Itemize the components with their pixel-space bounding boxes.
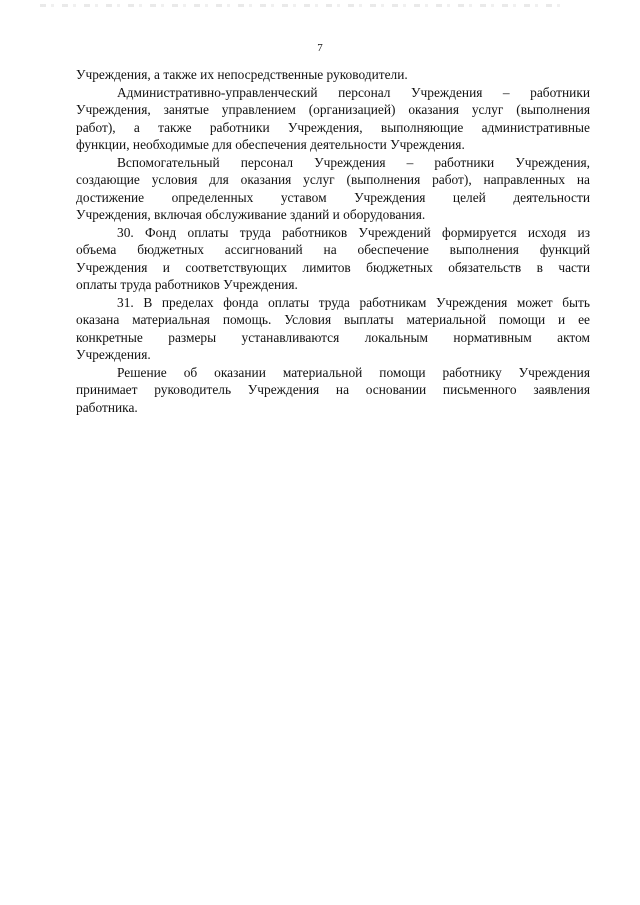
document-body <box>76 66 590 416</box>
page-number: 7 <box>317 42 323 54</box>
text-line: оплаты труда работников Учреждения. <box>76 277 298 292</box>
text-line: работ), а также работники Учреждения, выполняющие административные <box>76 119 590 135</box>
paragraph-continuation <box>76 66 590 84</box>
text-line: Учреждения, включая обслуживание зданий и оборудования. <box>76 207 426 222</box>
text-line: Учреждения, а также их непосредственные руководители. <box>76 67 408 82</box>
text-line: 30. Фонд оплаты труда работников Учреждений формируется исходя из <box>117 224 590 240</box>
paragraph-item-31 <box>76 294 590 364</box>
text-line: конкретные размеры устанавливаются локальным нормативным актом <box>76 329 590 345</box>
text-line: объема бюджетных ассигнований на обеспечение выполнения функций <box>76 242 590 257</box>
text-line: создающие условия для оказания услуг (выполнения работ), направленных на <box>76 172 590 187</box>
text-line: работника. <box>76 399 138 415</box>
text-line: Вспомогательный персонал Учреждения – работники Учреждения, <box>117 154 590 170</box>
paragraph-support-staff <box>76 154 590 224</box>
text-line: достижение определенных уставом Учреждения целей деятельности <box>76 189 590 205</box>
text-line: функции, необходимые для обеспечения деятельности Учреждения. <box>76 137 465 152</box>
text-line: Решение об оказании материальной помощи работнику Учреждения <box>117 364 590 380</box>
paragraph-admin-staff <box>76 84 590 154</box>
text-line: 31. В пределах фонда оплаты труда работникам Учреждения может быть <box>117 294 590 310</box>
text-line: Учреждения и соответствующих лимитов бюджетных обязательств в части <box>76 259 590 275</box>
text-line: Административно-управленческий персонал Учреждения – работники <box>117 84 590 100</box>
text-line: Учреждения, занятые управлением (организацией) оказания услуг (выполнения <box>76 102 590 117</box>
paragraph-item-30 <box>76 224 590 294</box>
text-line: принимает руководитель Учреждения на основании письменного заявления <box>76 382 590 397</box>
paragraph-decision <box>76 364 590 417</box>
text-line: Учреждения. <box>76 347 151 362</box>
text-line: оказана материальная помощь. Условия выплаты материальной помощи и ее <box>76 312 590 327</box>
scan-artifact-strip <box>40 4 560 7</box>
